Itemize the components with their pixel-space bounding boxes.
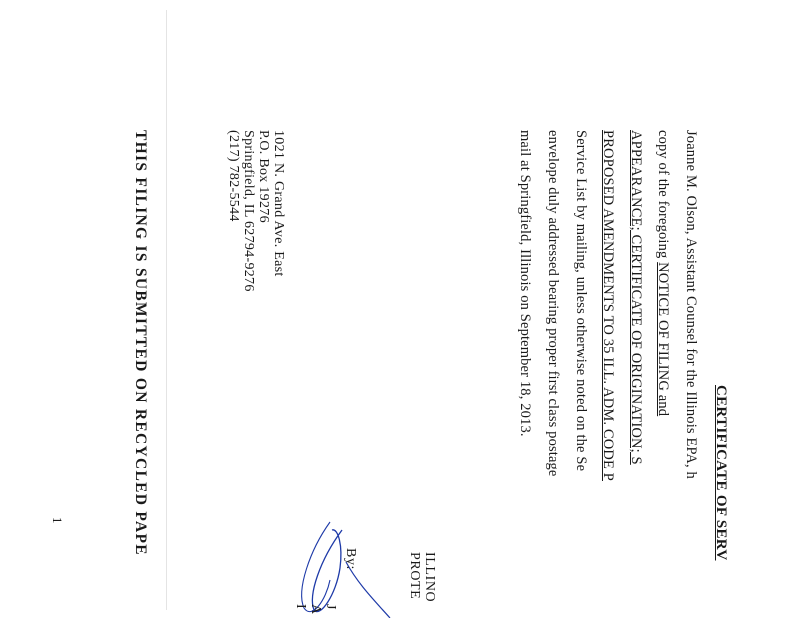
address-line-4: (217) 782-5544: [226, 130, 241, 222]
paragraph-line-7: mail at Springfield, Illinois on September 18, 2013.: [517, 130, 533, 437]
signature-block-line-3: I: [293, 604, 308, 610]
address-line-3: Springfield, IL 62794-9276: [241, 130, 256, 292]
paragraph-line-5: Service List by mailing, unless otherwise noted on the Se: [573, 130, 589, 472]
paragraph-line-3: APPEARANCE; CERTIFICATE OF ORIGINATION; S: [628, 130, 644, 465]
signature-block-line-1: J: [323, 604, 338, 611]
recycled-paper-footer: THIS FILING IS SUBMITTED ON RECYCLED PAPE: [132, 130, 149, 556]
page-number: 1: [50, 517, 65, 524]
paragraph-line-1: Joanne M. Olson, Assistant Counsel for the Illinois EPA, h: [683, 130, 699, 479]
address-line-2: P.O. Box 19276: [256, 130, 271, 223]
agency-name-line-1: ILLINO: [422, 552, 437, 603]
paragraph-line-4: PROPOSED AMENDMENTS TO 35 ILL. ADM. CODE P: [600, 130, 616, 481]
scan-edge-line: [166, 10, 167, 610]
certificate-title: CERTIFICATE OF SERV: [713, 385, 729, 561]
agency-name-line-2: PROTE: [407, 552, 422, 600]
by-label: By:: [343, 548, 358, 571]
paragraph-line-2: copy of the foregoing NOTICE OF FILING and: [655, 130, 671, 417]
signature-block-line-2: A: [308, 604, 323, 615]
address-line-1: 1021 N. Grand Ave. East: [271, 130, 286, 277]
paragraph-line-6: envelope duly addressed bearing proper first class postage: [545, 130, 561, 477]
